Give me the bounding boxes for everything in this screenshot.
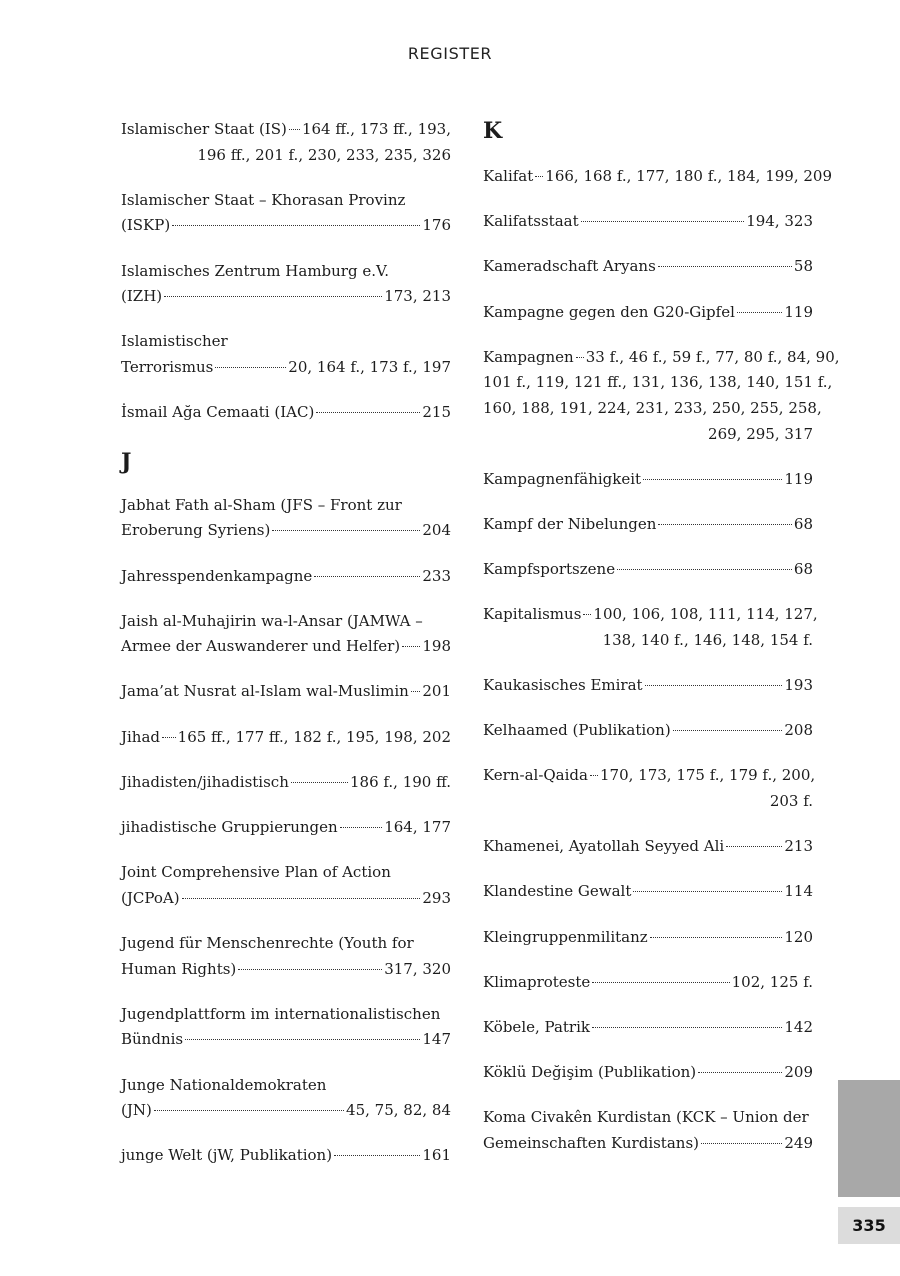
entry-term-row [483, 763, 816, 789]
dot-leader [411, 691, 421, 692]
entry-term: İsmail Ağa Cemaati (IAC) [121, 403, 315, 422]
dot-leader [581, 221, 745, 222]
entry-pages: 201 [422, 682, 451, 701]
index-entry [483, 467, 813, 493]
entry-pages-continued: 138, 140 f., 146, 148, 154 f. [602, 630, 813, 649]
entry-term: Kalifatsstaat [483, 212, 579, 231]
entry-term: Klandestine Gewalt [483, 882, 632, 901]
dot-leader [658, 266, 792, 267]
dot-leader [182, 898, 421, 899]
index-entry [483, 673, 813, 699]
entry-term: Kelhaamed (Publikation) [483, 721, 671, 740]
entry-term-row [121, 1098, 451, 1124]
index-entry [121, 770, 451, 796]
entry-pages: 176 [422, 216, 451, 235]
entry-pages: 102, 125 f. [731, 972, 813, 991]
entry-term-line: Joint Comprehensive Plan of Action [121, 863, 391, 882]
entry-pages: 173, 213 [384, 287, 451, 306]
entry-term-row [483, 718, 813, 744]
index-entry [483, 345, 840, 447]
entry-term-row [483, 673, 813, 699]
entry-term-row [483, 557, 813, 583]
entry-pages: 161 [422, 1146, 451, 1165]
index-entry [121, 400, 451, 426]
entry-term-line: Islamisches Zentrum Hamburg e.V. [121, 261, 389, 280]
entry-term-row [483, 254, 813, 280]
dot-leader [617, 569, 792, 570]
dot-leader [154, 1110, 344, 1111]
dot-leader [172, 225, 420, 226]
dot-leader [583, 614, 591, 615]
index-entry [121, 188, 451, 239]
dot-leader [314, 576, 420, 577]
entry-pages: 45, 75, 82, 84 [346, 1101, 451, 1120]
dot-leader [701, 1143, 782, 1144]
entry-term: Jama’at Nusrat al-Islam wal-Muslimin [121, 682, 409, 701]
index-entry [121, 725, 451, 751]
index-entry [121, 1073, 451, 1124]
entry-term-row [121, 886, 451, 912]
entry-term-row [483, 345, 840, 371]
entry-pages: 33 f., 46 f., 59 f., 77, 80 f., 84, 90, [585, 347, 840, 366]
entry-term: Köklü Değişim (Publikation) [483, 1063, 697, 1082]
entry-term-line: Jaish al-Muhajirin wa-l-Ansar (JAMWA – [121, 611, 423, 630]
entry-pages: 120 [784, 927, 813, 946]
dot-leader [238, 969, 382, 970]
entry-term-row [121, 564, 451, 590]
index-entry [121, 1002, 451, 1053]
entry-term: Human Rights) [121, 959, 237, 978]
entry-term-row [483, 602, 818, 628]
entry-pages: 58 [793, 257, 813, 276]
entry-term-row [121, 815, 451, 841]
dot-leader [673, 730, 783, 731]
entry-term-line: Jugendplattform im internationalistischen [121, 1004, 441, 1023]
entry-pages: 164 ff., 173 ff., 193, [301, 120, 451, 138]
dot-leader [535, 176, 543, 177]
entry-term-row [483, 879, 813, 905]
dot-leader [592, 982, 729, 983]
entry-term: (ISKP) [121, 216, 171, 235]
entry-term: Kameradschaft Aryans [483, 257, 656, 276]
entry-pages: 142 [784, 1017, 813, 1036]
index-entry [483, 1015, 813, 1041]
entry-term-row [483, 834, 813, 860]
index-entry [483, 512, 813, 538]
entry-pages: 293 [422, 888, 451, 907]
entry-pages: 204 [422, 521, 451, 540]
dot-leader [185, 1039, 420, 1040]
entries-k-section [483, 164, 840, 1157]
entry-term: Terrorismus [121, 357, 214, 376]
dot-leader [289, 129, 300, 130]
entry-term-row [483, 164, 833, 190]
dot-leader [590, 775, 598, 776]
entry-pages: 119 [784, 469, 813, 488]
index-entry [483, 602, 818, 653]
entry-term: Kampfsportszene [483, 560, 616, 579]
entry-term-row [483, 1131, 813, 1157]
entry-term-row [121, 213, 451, 239]
entry-term-row [121, 355, 451, 381]
entry-term-line: Koma Civakên Kurdistan (KCK – Union der [483, 1108, 809, 1127]
entry-pages: 209 [784, 1063, 813, 1082]
entry-term: junge Welt (jW, Publikation) [121, 1146, 333, 1165]
index-entry [483, 970, 813, 996]
index-entry [483, 1105, 813, 1156]
dot-leader [291, 782, 348, 783]
entry-pages: 198 [422, 637, 451, 656]
entry-term-line: Junge Nationaldemokraten [121, 1075, 327, 1094]
entry-pages: 186 f., 190 ff. [349, 772, 451, 791]
entry-pages: 193 [784, 676, 813, 695]
entry-pages: 233 [422, 566, 451, 585]
entry-term-row [483, 1015, 813, 1041]
entry-pages: 68 [793, 514, 813, 533]
entry-term: Kleingruppenmilitanz [483, 927, 648, 946]
index-entry [121, 815, 451, 841]
entry-pages: 317, 320 [384, 959, 451, 978]
entry-pages: 68 [793, 560, 813, 579]
entry-term-row [483, 1060, 813, 1086]
index-entry [483, 209, 813, 235]
entry-term: Armee der Auswanderer und Helfer) [121, 637, 401, 656]
entry-pages: 215 [422, 403, 451, 422]
entry-term-row [121, 284, 451, 310]
entry-term-row [121, 634, 451, 660]
index-entry [483, 254, 813, 280]
index-entry [483, 557, 813, 583]
entry-term: (JCPoA) [121, 888, 180, 907]
index-entry [483, 834, 813, 860]
index-entry [483, 879, 813, 905]
entry-term: Eroberung Syriens) [121, 521, 271, 540]
entry-term: Kern-al-Qaida [483, 766, 588, 785]
entry-term-row [483, 209, 813, 235]
page-number: 335 [852, 1216, 886, 1235]
index-entry [121, 1143, 451, 1169]
dot-leader [650, 937, 783, 938]
dot-leader [698, 1072, 782, 1073]
entry-pages: 166, 168 f., 177, 180 f., 184, 199, 209 [545, 167, 833, 185]
entry-pages: 165 ff., 177 ff., 182 f., 195, 198, 202 [177, 727, 451, 746]
entry-term: Jihadisten/jihadistisch [121, 772, 289, 791]
entry-pages: 194, 323 [746, 212, 813, 231]
entry-pages-continued: 160, 188, 191, 224, 231, 233, 250, 255, 258, [483, 398, 822, 417]
page-number-box [838, 1207, 900, 1244]
dot-leader [658, 524, 792, 525]
entry-term: Bündnis [121, 1030, 184, 1049]
dot-leader [215, 367, 286, 368]
entry-term-row [121, 117, 451, 143]
entry-term: Köbele, Patrik [483, 1017, 590, 1036]
dot-leader [164, 296, 382, 297]
entry-term-row [121, 1027, 451, 1053]
index-entry [121, 117, 451, 168]
entry-pages: 208 [784, 721, 813, 740]
section-letter-j: J [121, 448, 132, 475]
entry-pages: 249 [784, 1133, 813, 1152]
entry-term-line: Islamischer Staat – Khorasan Provinz [121, 190, 406, 209]
entry-pages: 147 [422, 1030, 451, 1049]
dot-leader [643, 479, 782, 480]
entry-term: (IZH) [121, 287, 163, 306]
index-entry [483, 300, 813, 326]
index-entry [483, 925, 813, 951]
dot-leader [402, 646, 420, 647]
dot-leader [633, 891, 782, 892]
index-column-left [121, 117, 451, 1189]
entry-term-row [121, 725, 451, 751]
entry-term-row [121, 957, 451, 983]
entry-term: Jahresspendenkampagne [121, 566, 313, 585]
entry-pages: 20, 164 f., 173 f., 197 [288, 357, 451, 376]
entry-term: jihadistische Gruppierungen [121, 818, 338, 837]
dot-leader [316, 412, 420, 413]
index-entry [121, 860, 451, 911]
index-entry [483, 1060, 813, 1086]
entry-term: Kapitalismus [483, 605, 582, 624]
entry-term: Kalifat [483, 167, 534, 185]
dot-leader [737, 312, 782, 313]
entry-term-row [121, 770, 451, 796]
entry-term: Gemeinschaften Kurdistans) [483, 1133, 699, 1152]
chapter-thumb-tab [838, 1080, 900, 1197]
entry-term-row [121, 1143, 451, 1169]
entry-term: Khamenei, Ayatollah Seyyed Ali [483, 837, 725, 856]
dot-leader [340, 827, 383, 828]
entry-term-row [483, 970, 813, 996]
entry-pages: 164, 177 [384, 818, 451, 837]
dot-leader [272, 530, 420, 531]
entry-pages-continued: 101 f., 119, 121 ff., 131, 136, 138, 140, 151 f., [483, 373, 833, 392]
entry-term: Kaukasisches Emirat [483, 676, 643, 695]
entry-term-line: Islamistischer [121, 332, 228, 351]
dot-leader [592, 1027, 782, 1028]
entry-term-row [121, 400, 451, 426]
dot-leader [645, 685, 783, 686]
entry-term: Klimaproteste [483, 972, 591, 991]
running-header: REGISTER [407, 44, 493, 63]
dot-leader [576, 357, 584, 358]
entry-term-row [483, 300, 813, 326]
entry-pages: 100, 106, 108, 111, 114, 127, [593, 605, 818, 624]
index-entry [121, 679, 451, 705]
entry-term: (JN) [121, 1101, 152, 1120]
index-entry [483, 718, 813, 744]
entry-term: Kampagnenfähigkeit [483, 469, 642, 488]
index-entry [483, 763, 816, 814]
entry-term: Jihad [121, 727, 161, 746]
entry-term: Kampagne gegen den G20-Gipfel [483, 302, 735, 321]
index-entry [121, 564, 451, 590]
index-entry [121, 329, 451, 380]
entry-pages-continued: 203 f. [769, 792, 813, 811]
index-column-right [483, 117, 840, 1176]
entry-term: Islamischer Staat (IS) [121, 120, 287, 138]
entry-term-row [483, 512, 813, 538]
entry-pages: 170, 173, 175 f., 179 f., 200, [599, 766, 816, 785]
entry-pages-continued: 196 ff., 201 f., 230, 233, 235, 326 [197, 145, 451, 164]
entry-term-row [483, 467, 813, 493]
entry-term-row [121, 679, 451, 705]
dot-leader [334, 1155, 420, 1156]
entries-j-section [121, 493, 451, 1169]
index-entry [121, 259, 451, 310]
entries-i-section [121, 117, 451, 426]
entry-pages: 119 [784, 302, 813, 321]
entry-pages-continued: 269, 295, 317 [708, 424, 813, 443]
entry-term-row [483, 925, 813, 951]
entry-term-line: Jabhat Fath al-Sham (JFS – Front zur [121, 495, 402, 514]
entry-term: Kampf der Nibelungen [483, 514, 657, 533]
index-entry [121, 609, 451, 660]
dot-leader [726, 846, 782, 847]
index-entry [483, 164, 833, 190]
dot-leader [162, 737, 176, 738]
entry-term: Kampagnen [483, 347, 574, 366]
entry-term-line: Jugend für Menschenrechte (Youth for [121, 934, 414, 952]
entry-pages: 114 [784, 882, 813, 901]
entry-term-row [121, 518, 451, 544]
entry-pages: 213 [784, 837, 813, 856]
index-entry [121, 493, 451, 544]
section-letter-k: K [483, 118, 503, 144]
index-entry [121, 931, 451, 982]
